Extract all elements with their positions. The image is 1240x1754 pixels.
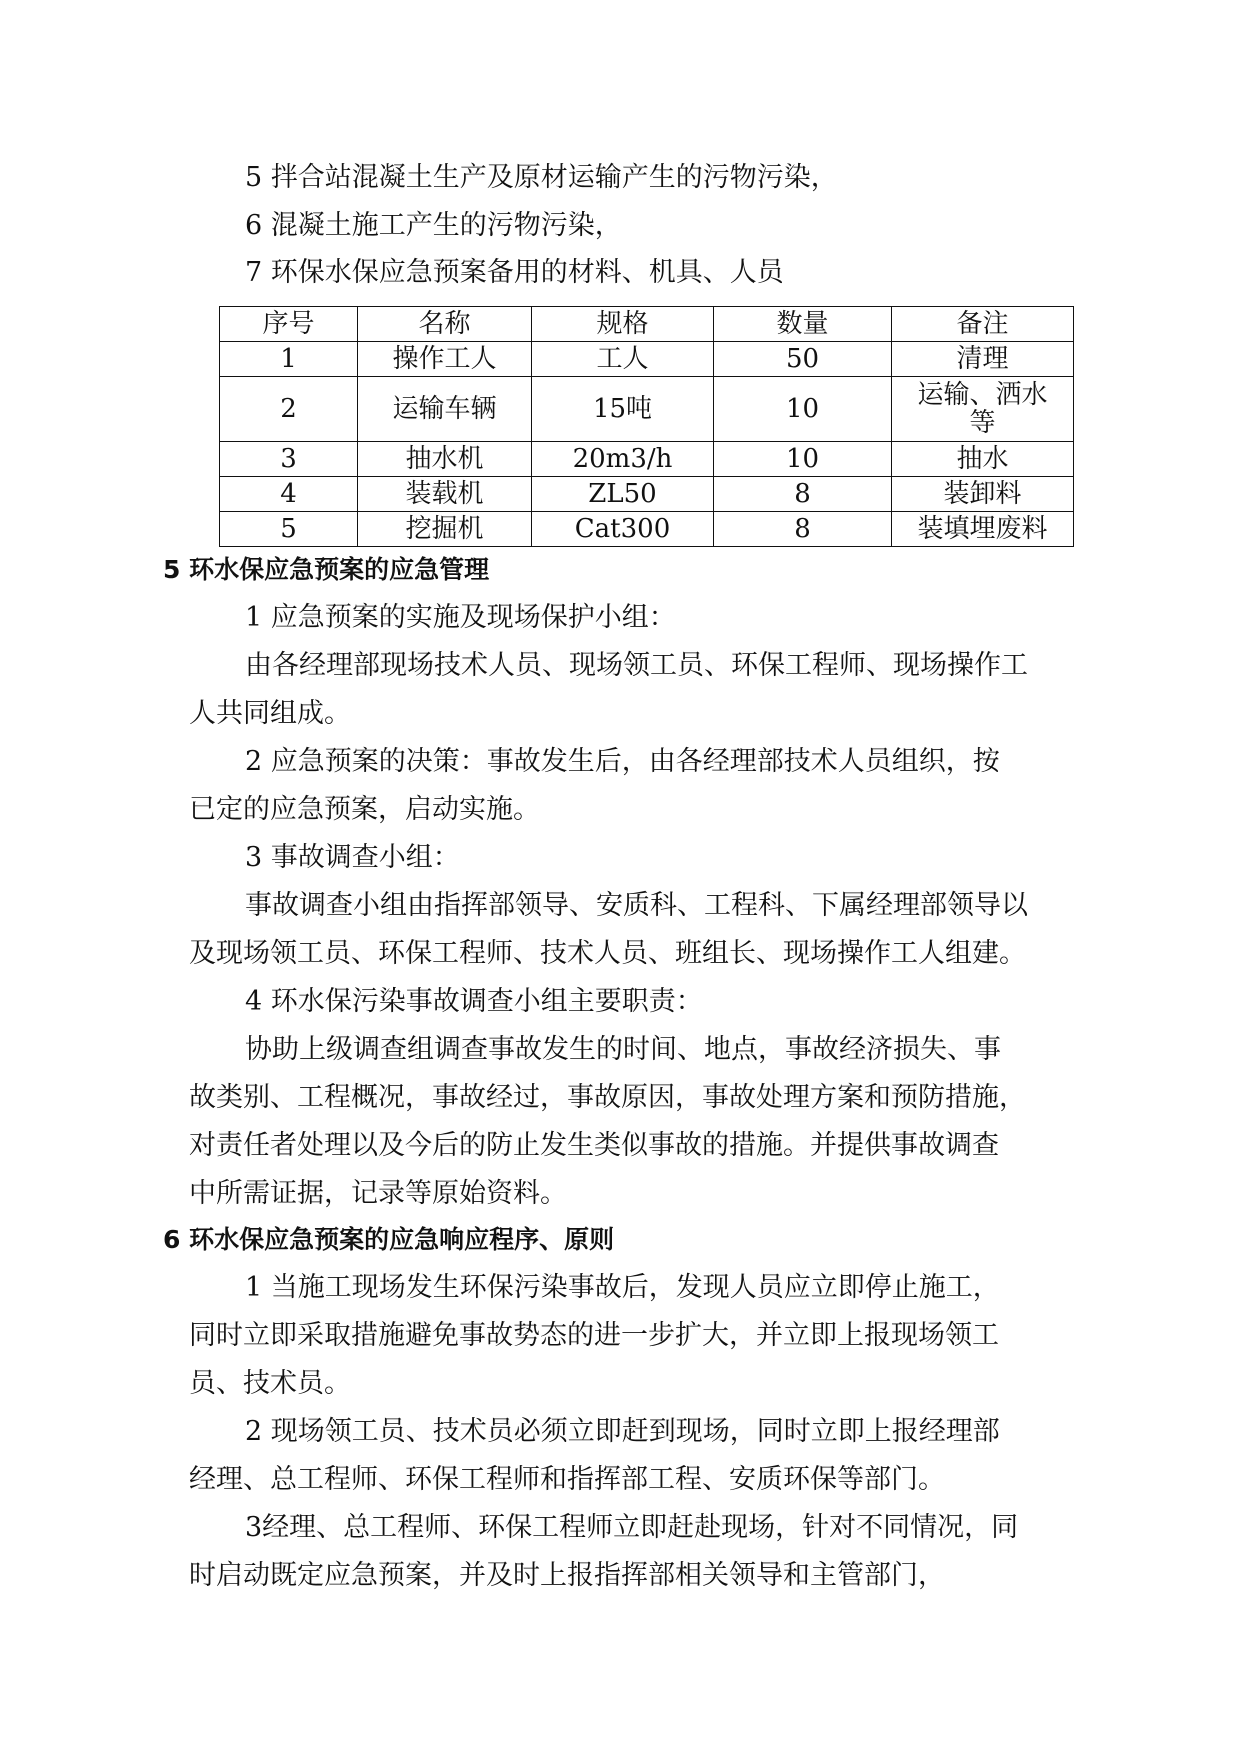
table-row bbox=[220, 377, 1074, 442]
cell-quantity: 10 bbox=[714, 377, 892, 442]
table-row bbox=[220, 477, 1074, 512]
cell-index: 5 bbox=[220, 512, 358, 547]
cell-quantity: 8 bbox=[714, 477, 892, 512]
section-6-line: 3经理、总工程师、环保工程师立即赶赴现场，针对不同情况，同 bbox=[245, 1512, 1019, 1543]
table-row bbox=[220, 342, 1074, 377]
cell-note-line: 运输、洒水 bbox=[917, 380, 1048, 410]
section-5-line: 1 应急预案的实施及现场保护小组： bbox=[245, 602, 676, 633]
cell-name: 装载机 bbox=[358, 477, 532, 512]
section-6-heading: 6 环水保应急预案的应急响应程序、原则 bbox=[163, 1225, 615, 1254]
cell-quantity: 8 bbox=[714, 512, 892, 547]
header-quantity: 数量 bbox=[714, 307, 892, 342]
cell-name: 抽水机 bbox=[358, 442, 532, 477]
section-5-heading: 5 环水保应急预案的应急管理 bbox=[163, 555, 490, 584]
cell-note: 清理 bbox=[892, 342, 1074, 377]
cell-name: 挖掘机 bbox=[358, 512, 532, 547]
section-5-line: 事故调查小组由指挥部领导、安质科、工程科、下属经理部领导以 bbox=[245, 890, 1028, 921]
section-5-line: 由各经理部现场技术人员、现场领工员、环保工程师、现场操作工 bbox=[245, 650, 1028, 681]
cell-quantity: 10 bbox=[714, 442, 892, 477]
cell-index: 1 bbox=[220, 342, 358, 377]
cell-spec: 20m3/h bbox=[532, 442, 714, 477]
section-6-line: 1 当施工现场发生环保污染事故后，发现人员应立即停止施工， bbox=[245, 1272, 1000, 1303]
section-6-line: 时启动既定应急预案，并及时上报指挥部相关领导和主管部门， bbox=[189, 1560, 945, 1591]
header-spec: 规格 bbox=[532, 307, 714, 342]
section-5-line: 4 环水保污染事故调查小组主要职责： bbox=[245, 986, 703, 1017]
section-5-line: 及现场领工员、环保工程师、技术人员、班组长、现场操作工人组建。 bbox=[189, 938, 1026, 969]
intro-item-7: 7 环保水保应急预案备用的材料、机具、人员 bbox=[245, 257, 784, 288]
section-5-line: 对责任者处理以及今后的防止发生类似事故的措施。并提供事故调查 bbox=[189, 1130, 999, 1161]
table-header-row bbox=[220, 307, 1074, 342]
intro-item-5: 5 拌合站混凝土生产及原材运输产生的污物污染， bbox=[245, 162, 838, 193]
section-6-line: 2 现场领工员、技术员必须立即赶到现场，同时立即上报经理部 bbox=[245, 1416, 1000, 1447]
section-6-line: 同时立即采取措施避免事故势态的进一步扩大，并立即上报现场领工 bbox=[189, 1320, 999, 1351]
cell-name: 操作工人 bbox=[358, 342, 532, 377]
section-6-line: 经理、总工程师、环保工程师和指挥部工程、安质环保等部门。 bbox=[189, 1464, 945, 1495]
section-5-line: 人共同组成。 bbox=[189, 698, 351, 729]
cell-note-line: 等 bbox=[969, 408, 996, 438]
cell-index: 3 bbox=[220, 442, 358, 477]
cell-note bbox=[892, 377, 1074, 442]
cell-spec: 工人 bbox=[532, 342, 714, 377]
section-5-line: 中所需证据，记录等原始资料。 bbox=[189, 1178, 567, 1209]
cell-quantity: 50 bbox=[714, 342, 892, 377]
table-row bbox=[220, 512, 1074, 547]
cell-note: 装卸料 bbox=[892, 477, 1074, 512]
equipment-table bbox=[219, 306, 1074, 547]
intro-item-6: 6 混凝土施工产生的污物污染， bbox=[245, 210, 622, 241]
cell-spec: Cat300 bbox=[532, 512, 714, 547]
cell-index: 2 bbox=[220, 377, 358, 442]
section-5-line: 2 应急预案的决策：事故发生后，由各经理部技术人员组织，按 bbox=[245, 746, 1000, 777]
section-5-line: 3 事故调查小组： bbox=[245, 842, 460, 873]
section-5-line: 协助上级调查组调查事故发生的时间、地点，事故经济损失、事 bbox=[245, 1034, 1001, 1065]
cell-index: 4 bbox=[220, 477, 358, 512]
header-name: 名称 bbox=[358, 307, 532, 342]
section-5-line: 故类别、工程概况，事故经过，事故原因，事故处理方案和预防措施， bbox=[189, 1082, 1026, 1113]
header-index: 序号 bbox=[220, 307, 358, 342]
cell-spec: ZL50 bbox=[532, 477, 714, 512]
cell-spec: 15吨 bbox=[532, 377, 714, 442]
cell-note: 抽水 bbox=[892, 442, 1074, 477]
section-6-line: 员、技术员。 bbox=[189, 1368, 351, 1399]
table-row bbox=[220, 442, 1074, 477]
cell-name: 运输车辆 bbox=[358, 377, 532, 442]
section-5-line: 已定的应急预案，启动实施。 bbox=[189, 794, 540, 825]
header-note: 备注 bbox=[892, 307, 1074, 342]
cell-note: 装填埋废料 bbox=[892, 512, 1074, 547]
